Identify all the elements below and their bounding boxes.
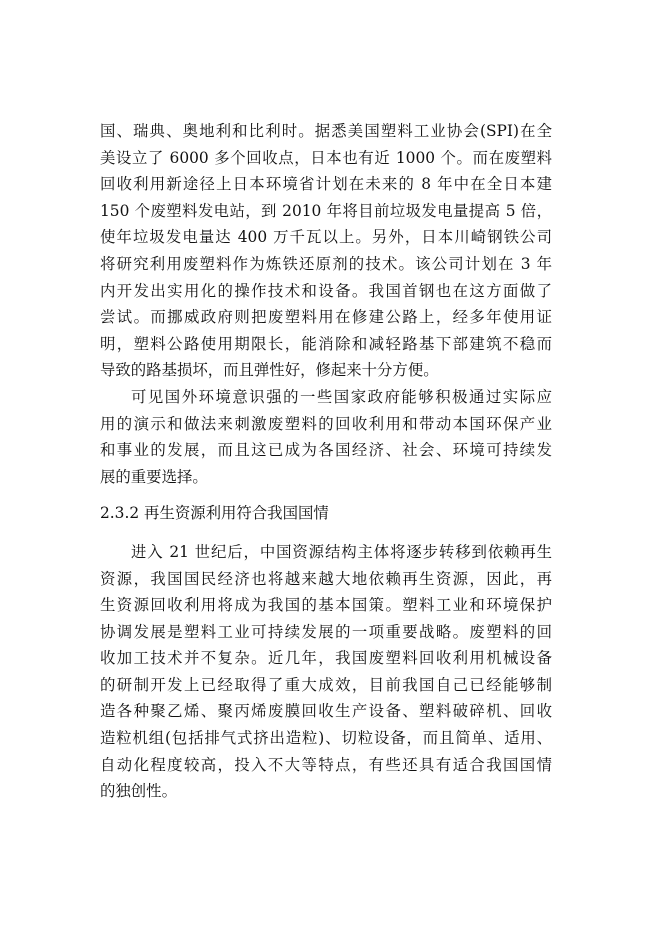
text-line: 回收利用新途径上日本环境省计划在未来的 8 年中在全日本建 <box>100 175 552 194</box>
text-line: 的独创性。 <box>100 782 177 801</box>
text-line: 美设立了 6000 多个回收点，日本也有近 1000 个。而在废塑料 <box>100 148 552 167</box>
text-line: 可见国外环境意识强的一些国家政府能够积极通过实际应 <box>131 387 552 406</box>
text-line: 生资源回收利用将成为我国的基本国策。塑料工业和环境保护 <box>100 596 552 615</box>
section-heading: 2.3.2 再生资源利用符合我国国情 <box>100 504 329 523</box>
paragraph-2 <box>100 384 552 490</box>
paragraph-1 <box>100 118 552 384</box>
text-line: 内开发出实用化的操作技术和设备。我国首钢也在这方面做了 <box>100 281 552 300</box>
text-line: 用的演示和做法来刺激废塑料的回收利用和带动本国环保产业 <box>100 414 552 433</box>
text-line: 国、瑞典、奥地利和比利时。据悉美国塑料工业协会(SPI)在全 <box>100 122 552 140</box>
text-line: 尝试。而挪威政府则把废塑料用在修建公路上，经多年使用证 <box>100 308 552 327</box>
text-line: 协调发展是塑料工业可持续发展的一项重要战略。废塑料的回 <box>100 622 552 641</box>
text-line: 自动化程度较高，投入不大等特点，有些还具有适合我国国情 <box>100 755 552 774</box>
text-line: 造粒机组(包括排气式挤出造粒)、切粒设备，而且简单、适用、 <box>100 729 552 748</box>
text-line: 和事业的发展，而且这已成为各国经济、社会、环境可持续发 <box>100 441 552 460</box>
text-line: 明，塑料公路使用期限长，能消除和减轻路基下部建筑不稳而 <box>100 334 552 353</box>
text-line: 的研制开发上已经取得了重大成效，目前我国自己已经能够制 <box>100 675 552 694</box>
text-line: 150 个废塑料发电站，到 2010 年将目前垃圾发电量提高 5 倍， <box>100 201 552 220</box>
paragraph-3 <box>100 539 552 805</box>
text-line: 将研究利用废塑料作为炼铁还原剂的技术。该公司计划在 3 年 <box>100 254 552 273</box>
text-line: 导致的路基损坏，而且弹性好，修起来十分方便。 <box>100 361 439 380</box>
text-line: 使年垃圾发电量达 400 万千瓦以上。另外，日本川崎钢铁公司 <box>100 228 552 247</box>
text-line: 造各种聚乙烯、聚丙烯废膜回收生产设备、塑料破碎机、回收 <box>100 702 552 721</box>
text-line: 展的重要选择。 <box>100 467 208 486</box>
text-line: 收加工技术并不复杂。近几年，我国废塑料回收利用机械设备 <box>100 649 552 668</box>
text-line: 资源，我国国民经济也将越来越大地依赖再生资源，因此，再 <box>100 569 552 588</box>
document-page <box>100 118 552 805</box>
text-line: 进入 21 世纪后，中国资源结构主体将逐步转移到依赖再生 <box>131 542 552 561</box>
